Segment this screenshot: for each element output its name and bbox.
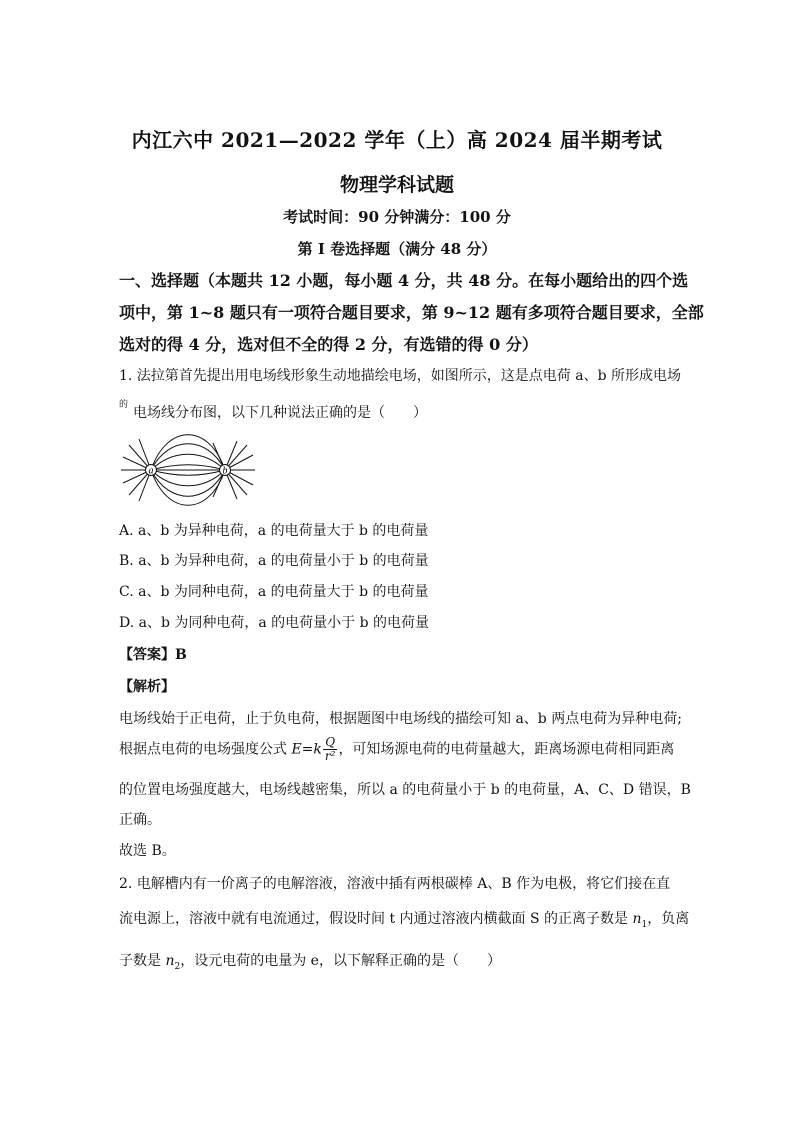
volume-heading: 第 I 卷选择题（满分 48 分） [297,240,497,258]
q2-line-3-post: ，设元电荷的电量为 e，以下解释正确的是（ ） [180,953,501,969]
n2-subscript: 2 [174,961,181,972]
q1-conclusion: 故选 B。 [119,843,176,859]
q2-stem-line-1: 2. 电解槽内有一价离子的电解溶液，溶液中插有两根碳棒 A、B 作为电极，将它们接在直 [119,876,671,892]
q1-option-b: B. a、b 为异种电荷，a 的电荷量小于 b 的电荷量 [119,553,429,569]
formula-denominator: r² [324,749,336,763]
q1-option-d: D. a、b 为同种电荷，a 的电荷量小于 b 的电荷量 [119,615,430,631]
exam-subtitle: 物理学科试题 [339,174,454,196]
q2-line-2-pre: 流电源上，溶液中就有电流通过，假设时间 t 内通过溶液内横截面 S 的正离子数是 [119,911,633,927]
q1-stem-fragment: 的 [119,400,129,410]
formula-fraction [323,736,338,763]
q1-analysis-line-1: 电场线始于正电荷，止于负电荷，根据题图中电场线的描绘可知 a、b 两点电荷为异种电荷; [119,711,682,727]
section-instructions-line-3: 选对的得 4 分，选对但不全的得 2 分，有选错的得 0 分） [119,335,538,354]
q1-stem-line-1: 1. 法拉第首先提出用电场线形象生动地描绘电场，如图所示，这是点电荷 a、b 所形成电场 [119,368,682,384]
q2-line-2-post: ，负离 [647,911,690,927]
q1-analysis-line-4: 正确。 [119,812,161,828]
q1-option-c: C. a、b 为同种电荷，a 的电荷量大于 b 的电荷量 [119,584,429,600]
charge-a-label: a [148,465,154,477]
n1-symbol: n [632,911,642,927]
exam-title: 内江六中 2021—2022 学年（上）高 2024 届半期考试 [131,128,663,152]
n1-subscript: 1 [641,919,648,930]
exam-info: 考试时间：90 分钟满分：100 分 [283,208,511,226]
n2-symbol: n [165,953,175,969]
electric-field-lines-figure [117,425,259,515]
q1-analysis-line-2-pre: 根据点电荷的电场强度公式 [119,741,292,758]
q1-analysis-line-2 [119,736,674,763]
q1-analysis-line-3: 的位置电场强度越大，电场线越密集，所以 a 的电荷量小于 b 的电荷量，A、C、D 错误，B [119,782,691,798]
q1-analysis-title: 【解析】 [119,679,175,695]
section-instructions-line-1: 一、选择题（本题共 12 小题，每小题 4 分，共 48 分。在每小题给出的四个选 [119,271,689,290]
q2-stem-line-3 [119,950,501,972]
section-instructions-line-2: 项中，第 1~8 题只有一项符合题目要求，第 9~12 题有多项符合题目要求，全部 [119,303,704,322]
formula-lhs: E=k [291,741,322,758]
formula-numerator: Q [323,736,338,750]
q2-stem-line-2 [119,908,689,930]
q2-line-3-pre: 子数是 [119,953,166,969]
q1-answer: 【答案】B [119,647,187,663]
q1-option-a: A. a、b 为异种电荷，a 的电荷量大于 b 的电荷量 [119,523,429,539]
q1-stem-line-2: 电场线分布图，以下几种说法正确的是（ ） [133,405,427,421]
charge-b-label: b [222,465,228,477]
q1-analysis-line-2-post: ，可知场源电荷的电荷量越大，距离场源电荷相同距离 [338,741,675,758]
